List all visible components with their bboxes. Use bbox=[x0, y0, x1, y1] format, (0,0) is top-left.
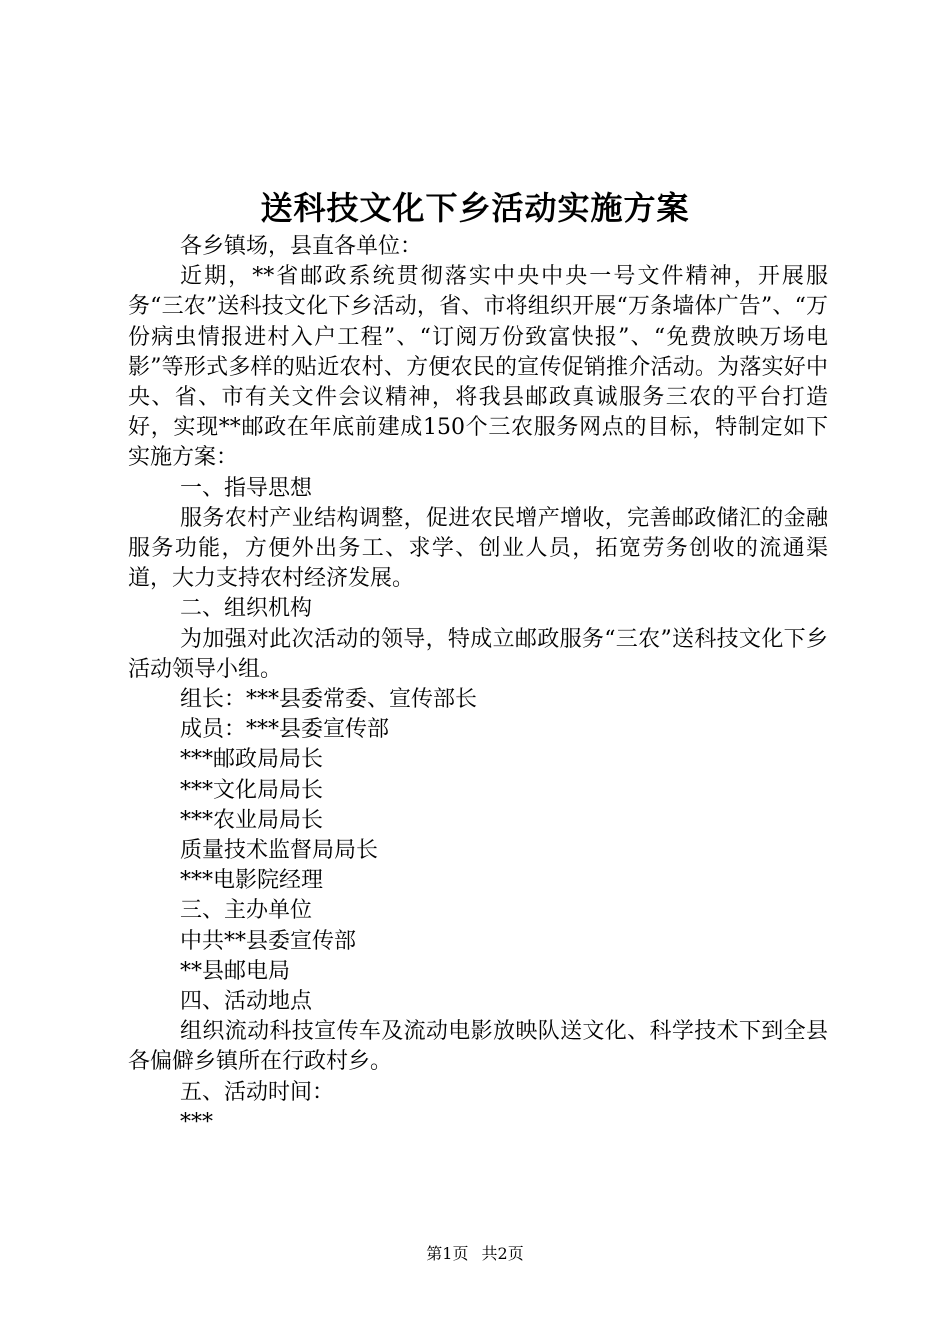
leader-line: 组长：***县委常委、宣传部长 bbox=[180, 687, 478, 713]
section-heading-organization: 二、组织机构 bbox=[180, 596, 313, 622]
organization-paragraph: 为加强对此次活动的领导，特成立邮政服务“三农”送科技文化下乡活动领导小组。 bbox=[128, 626, 828, 682]
members-line: 成员：***县委宣传部 bbox=[180, 717, 390, 743]
section-heading-host: 三、主办单位 bbox=[180, 898, 313, 924]
member-item: ***电影院经理 bbox=[180, 868, 324, 894]
location-paragraph: 组织流动科技宣传车及流动电影放映队送文化、科学技术下到全县各偏僻乡镇所在行政村乡。 bbox=[128, 1019, 828, 1075]
guiding-idea-paragraph: 服务农村产业结构调整，促进农民增产增收，完善邮政储汇的金融服务功能，方便外出务工、求学、创业人员，拓宽劳务创收的流通渠道，大力支持农村经济发展。 bbox=[128, 505, 828, 592]
host-item: **县邮电局 bbox=[180, 958, 291, 984]
host-item: 中共**县委宣传部 bbox=[180, 928, 357, 954]
page-total: 共2页 bbox=[481, 1244, 524, 1263]
page-number: 第1页 bbox=[426, 1244, 469, 1263]
time-value: *** bbox=[180, 1109, 213, 1135]
member-item: 质量技术监督局局长 bbox=[180, 838, 379, 864]
section-heading-time: 五、活动时间： bbox=[180, 1079, 335, 1105]
intro-paragraph: 近期，**省邮政系统贯彻落实中央中央一号文件精神，开展服务“三农”送科技文化下乡活动，省、市将组织开展“万条墙体广告”、“万份病虫情报进村入户工程”、“订阅万份致富快报”、“免费放映万场电影”等形式多样的贴近农村、方便农民的宣传促销推介活动。为落实好中央、省、市有关文件会议精神，将我县邮政真诚服务三农的平台打造好，实现**邮政在年底前建成150个三农服务网点的目标，特制定如下实施方案： bbox=[128, 264, 828, 471]
document-body bbox=[128, 232, 828, 1138]
salutation: 各乡镇场，县直各单位： bbox=[180, 234, 423, 259]
member-item: ***农业局局长 bbox=[180, 807, 324, 833]
section-heading-location: 四、活动地点 bbox=[180, 989, 313, 1015]
member-item: ***邮政局局长 bbox=[180, 747, 324, 773]
member-item: ***文化局局长 bbox=[180, 777, 324, 803]
section-heading-guiding-idea: 一、指导思想 bbox=[180, 475, 313, 501]
page-footer bbox=[0, 1243, 950, 1265]
document-title: 送科技文化下乡活动实施方案 bbox=[260, 189, 690, 227]
